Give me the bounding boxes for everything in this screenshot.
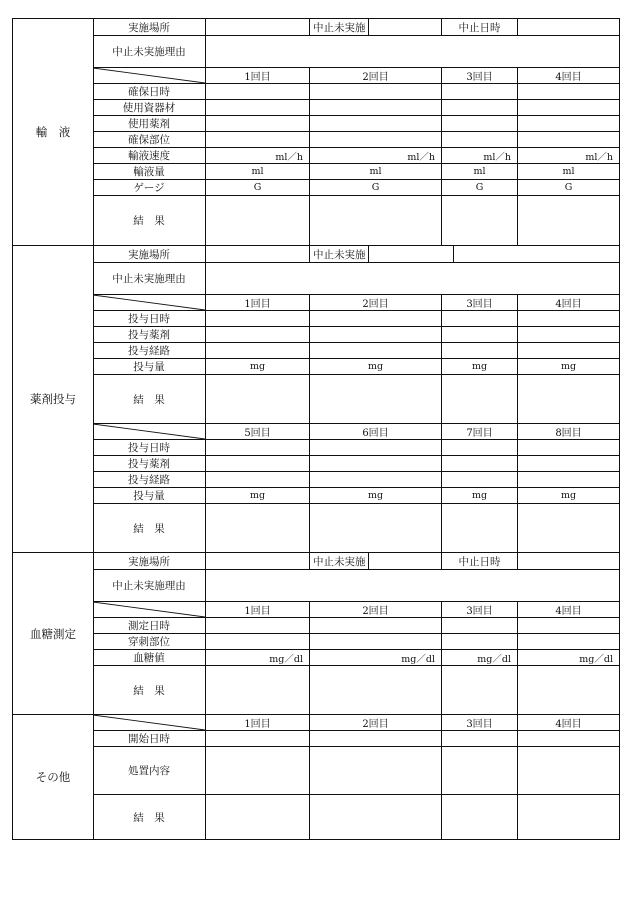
glucose-site-row (93, 634, 619, 650)
drug-datetime-row (93, 311, 619, 327)
input-cell[interactable] (441, 634, 517, 649)
round-1-header: 1回目 (205, 295, 309, 310)
place-field[interactable] (205, 19, 309, 35)
result-field[interactable] (517, 795, 619, 840)
infusion-result-row (93, 196, 619, 245)
dose-unit[interactable]: mg (309, 488, 441, 503)
dose-unit[interactable]: mg (309, 359, 441, 374)
result-field[interactable] (205, 504, 309, 553)
input-cell[interactable] (205, 731, 309, 746)
infusion-gauge-label: ゲージ (133, 182, 165, 194)
result-label: 結 果 (133, 393, 165, 406)
volume-unit[interactable]: ml (517, 164, 619, 179)
round-6-header: 6回目 (309, 424, 441, 439)
input-cell[interactable] (205, 472, 309, 487)
round-7-header: 7回目 (441, 424, 517, 439)
input-cell[interactable] (441, 440, 517, 455)
section-glucose (13, 552, 619, 714)
input-cell[interactable] (309, 456, 441, 471)
input-cell[interactable] (441, 618, 517, 633)
result-field[interactable] (441, 196, 517, 245)
stop-time-field[interactable] (517, 553, 619, 569)
input-cell[interactable] (441, 472, 517, 487)
glucose-unit[interactable]: mg／dl (309, 650, 441, 665)
speed-unit[interactable]: ml／h (517, 148, 619, 163)
reason-row (93, 263, 619, 295)
infusion-site-row (93, 132, 619, 148)
input-cell[interactable] (205, 327, 309, 342)
stop-time-label: 中止日時 (441, 553, 517, 569)
diagonal-corner (93, 68, 205, 83)
input-cell[interactable] (517, 618, 619, 633)
drug-result-row (93, 375, 619, 424)
round-header-row-2 (93, 424, 619, 440)
place-field[interactable] (205, 246, 309, 262)
infusion-speed-row (93, 148, 619, 164)
round-3-header: 3回目 (441, 602, 517, 617)
input-cell[interactable] (309, 472, 441, 487)
input-cell[interactable] (441, 100, 517, 115)
drug-route-label: 投与経路 (128, 474, 170, 486)
other-start-row (93, 731, 619, 747)
round-1-header: 1回目 (205, 715, 309, 730)
reason-label: 中止未実施理由 (112, 273, 186, 285)
reason-label: 中止未実施理由 (112, 46, 186, 58)
input-cell[interactable] (441, 84, 517, 99)
place-label: 実施場所 (128, 21, 170, 34)
input-cell[interactable] (205, 132, 309, 147)
reason-label: 中止未実施理由 (112, 580, 186, 592)
input-cell[interactable] (205, 311, 309, 326)
input-cell[interactable] (517, 440, 619, 455)
result-field[interactable] (517, 375, 619, 423)
result-field[interactable] (309, 666, 441, 715)
reason-row (93, 570, 619, 602)
result-field[interactable] (441, 375, 517, 423)
infusion-volume-label: 輸液量 (133, 166, 165, 178)
glucose-value-label: 血糖値 (133, 652, 165, 664)
round-3-header: 3回目 (441, 715, 517, 730)
glucose-value-row (93, 650, 619, 666)
other-treatment-row (93, 747, 619, 795)
drug-name-label: 投与薬剤 (128, 458, 170, 470)
place-row (93, 246, 619, 263)
result-field[interactable] (205, 666, 309, 715)
infusion-equipment-label: 使用資器材 (122, 102, 176, 114)
input-cell[interactable] (205, 84, 309, 99)
volume-unit[interactable]: ml (205, 164, 309, 179)
result-field[interactable] (309, 795, 441, 840)
input-cell[interactable] (517, 311, 619, 326)
result-field[interactable] (205, 196, 309, 245)
input-cell[interactable] (309, 311, 441, 326)
glucose-unit[interactable]: mg／dl (205, 650, 309, 665)
input-cell[interactable] (309, 634, 441, 649)
speed-unit[interactable]: ml／h (205, 148, 309, 163)
input-cell[interactable] (309, 440, 441, 455)
input-cell[interactable] (205, 618, 309, 633)
round-4-header: 4回目 (517, 68, 619, 83)
input-cell[interactable] (205, 440, 309, 455)
input-cell[interactable] (205, 634, 309, 649)
input-cell[interactable] (517, 116, 619, 131)
input-cell[interactable] (441, 311, 517, 326)
diagonal-corner (93, 602, 205, 617)
input-cell[interactable] (441, 132, 517, 147)
input-cell[interactable] (309, 84, 441, 99)
dose-unit[interactable]: mg (205, 488, 309, 503)
input-cell[interactable] (517, 327, 619, 342)
result-field[interactable] (309, 196, 441, 245)
reason-field[interactable] (205, 570, 619, 601)
stopped-label: 中止未実施 (310, 246, 369, 262)
drug-name-row-2 (93, 456, 619, 472)
round-8-header: 8回目 (517, 424, 619, 439)
round-4-header: 4回目 (517, 295, 619, 310)
input-cell[interactable] (517, 747, 619, 794)
round-1-header: 1回目 (205, 602, 309, 617)
round-header-row (93, 68, 619, 84)
dose-unit[interactable]: mg (205, 359, 309, 374)
reason-field[interactable] (205, 263, 619, 294)
reason-field[interactable] (205, 36, 619, 67)
round-4-header: 4回目 (517, 715, 619, 730)
round-2-header: 2回目 (309, 715, 441, 730)
glucose-datetime-label: 測定日時 (128, 620, 170, 632)
infusion-datetime-label: 確保日時 (128, 86, 170, 98)
result-label: 結 果 (133, 215, 165, 227)
input-cell[interactable] (517, 132, 619, 147)
category-glucose: 血糖測定 (13, 553, 94, 714)
infusion-drug-row (93, 116, 619, 132)
glucose-unit[interactable]: mg／dl (441, 650, 517, 665)
result-field[interactable] (441, 666, 517, 715)
input-cell[interactable] (309, 731, 441, 746)
result-field[interactable] (441, 795, 517, 840)
input-cell[interactable] (517, 634, 619, 649)
round-header-row (93, 715, 619, 731)
dose-unit[interactable]: mg (441, 359, 517, 374)
volume-unit[interactable]: ml (309, 164, 441, 179)
other-result-row (93, 795, 619, 840)
drug-dose-row (93, 359, 619, 375)
section-infusion (13, 19, 619, 245)
stop-time-label: 中止日時 (441, 19, 517, 35)
stop-time-field[interactable] (517, 19, 619, 35)
drug-route-label: 投与経路 (128, 345, 170, 357)
other-treatment-label: 処置内容 (128, 765, 170, 777)
infusion-volume-row (93, 164, 619, 180)
input-cell[interactable] (441, 343, 517, 358)
reason-row (93, 36, 619, 68)
volume-unit[interactable]: ml (441, 164, 517, 179)
result-label: 結 果 (133, 523, 165, 535)
input-cell[interactable] (517, 731, 619, 746)
input-cell[interactable] (205, 456, 309, 471)
input-cell[interactable] (517, 343, 619, 358)
dose-unit[interactable]: mg (517, 359, 619, 374)
other-start-label: 開始日時 (128, 733, 170, 745)
result-field[interactable] (309, 375, 441, 423)
place-row (93, 553, 619, 570)
round-5-header: 5回目 (205, 424, 309, 439)
round-1-header: 1回目 (205, 68, 309, 83)
round-2-header: 2回目 (309, 602, 441, 617)
input-cell[interactable] (441, 456, 517, 471)
glucose-result-row (93, 666, 619, 715)
input-cell[interactable] (309, 343, 441, 358)
stopped-cell[interactable] (309, 553, 441, 569)
stopped-cell[interactable] (309, 246, 453, 262)
stopped-label: 中止未実施 (310, 19, 369, 35)
infusion-datetime-row (93, 84, 619, 100)
glucose-site-label: 穿刺部位 (128, 636, 170, 648)
drug-datetime-label: 投与日時 (128, 442, 170, 454)
input-cell[interactable] (205, 747, 309, 794)
diagonal-corner (93, 295, 205, 310)
result-field[interactable] (517, 666, 619, 715)
result-field[interactable] (205, 375, 309, 423)
diagonal-corner (93, 715, 205, 730)
input-cell[interactable] (205, 100, 309, 115)
glucose-unit[interactable]: mg／dl (517, 650, 619, 665)
result-label: 結 果 (133, 685, 165, 697)
section-other (13, 714, 619, 839)
result-field[interactable] (441, 504, 517, 553)
category-infusion: 輸 液 (13, 19, 94, 245)
input-cell[interactable] (309, 132, 441, 147)
stopped-label: 中止未実施 (310, 553, 369, 569)
category-other: その他 (13, 715, 94, 839)
infusion-speed-label: 輸液速度 (128, 150, 170, 162)
gauge-unit[interactable]: G (309, 180, 441, 195)
input-cell[interactable] (205, 116, 309, 131)
result-field[interactable] (205, 795, 309, 840)
input-cell[interactable] (441, 116, 517, 131)
input-cell[interactable] (309, 100, 441, 115)
place-label: 実施場所 (128, 555, 170, 568)
result-label: 結 果 (133, 812, 165, 824)
input-cell[interactable] (205, 343, 309, 358)
diagonal-corner (93, 424, 205, 439)
round-header-row (93, 295, 619, 311)
stop-field[interactable] (453, 246, 619, 262)
input-cell[interactable] (441, 747, 517, 794)
drug-datetime-label: 投与日時 (128, 313, 170, 325)
input-cell[interactable] (517, 84, 619, 99)
glucose-datetime-row (93, 618, 619, 634)
drug-datetime-row-2 (93, 440, 619, 456)
infusion-equipment-row (93, 100, 619, 116)
input-cell[interactable] (309, 747, 441, 794)
place-row (93, 19, 619, 36)
place-label: 実施場所 (128, 248, 170, 261)
category-drug: 薬剤投与 (13, 246, 94, 552)
drug-route-row-2 (93, 472, 619, 488)
round-2-header: 2回目 (309, 68, 441, 83)
round-2-header: 2回目 (309, 295, 441, 310)
stopped-cell[interactable] (309, 19, 441, 35)
round-4-header: 4回目 (517, 602, 619, 617)
infusion-drug-label: 使用薬剤 (128, 118, 170, 130)
drug-result-row-2 (93, 504, 619, 553)
input-cell[interactable] (309, 327, 441, 342)
section-drug (13, 245, 619, 552)
gauge-unit[interactable]: G (205, 180, 309, 195)
result-field[interactable] (309, 504, 441, 553)
input-cell[interactable] (309, 618, 441, 633)
drug-name-row (93, 327, 619, 343)
round-header-row (93, 602, 619, 618)
input-cell[interactable] (441, 731, 517, 746)
drug-route-row (93, 343, 619, 359)
gauge-unit[interactable]: G (517, 180, 619, 195)
drug-dose-row-2 (93, 488, 619, 504)
input-cell[interactable] (517, 456, 619, 471)
speed-unit[interactable]: ml／h (309, 148, 441, 163)
input-cell[interactable] (517, 100, 619, 115)
dose-unit[interactable]: mg (441, 488, 517, 503)
drug-dose-label: 投与量 (133, 490, 165, 502)
speed-unit[interactable]: ml／h (441, 148, 517, 163)
round-3-header: 3回目 (441, 295, 517, 310)
result-field[interactable] (517, 504, 619, 553)
infusion-gauge-row (93, 180, 619, 196)
drug-dose-label: 投与量 (133, 361, 165, 373)
input-cell[interactable] (441, 327, 517, 342)
round-3-header: 3回目 (441, 68, 517, 83)
record-form (12, 18, 620, 840)
result-field[interactable] (517, 196, 619, 245)
place-field[interactable] (205, 553, 309, 569)
input-cell[interactable] (309, 116, 441, 131)
dose-unit[interactable]: mg (517, 488, 619, 503)
drug-name-label: 投与薬剤 (128, 329, 170, 341)
infusion-site-label: 確保部位 (128, 134, 170, 146)
input-cell[interactable] (517, 472, 619, 487)
gauge-unit[interactable]: G (441, 180, 517, 195)
